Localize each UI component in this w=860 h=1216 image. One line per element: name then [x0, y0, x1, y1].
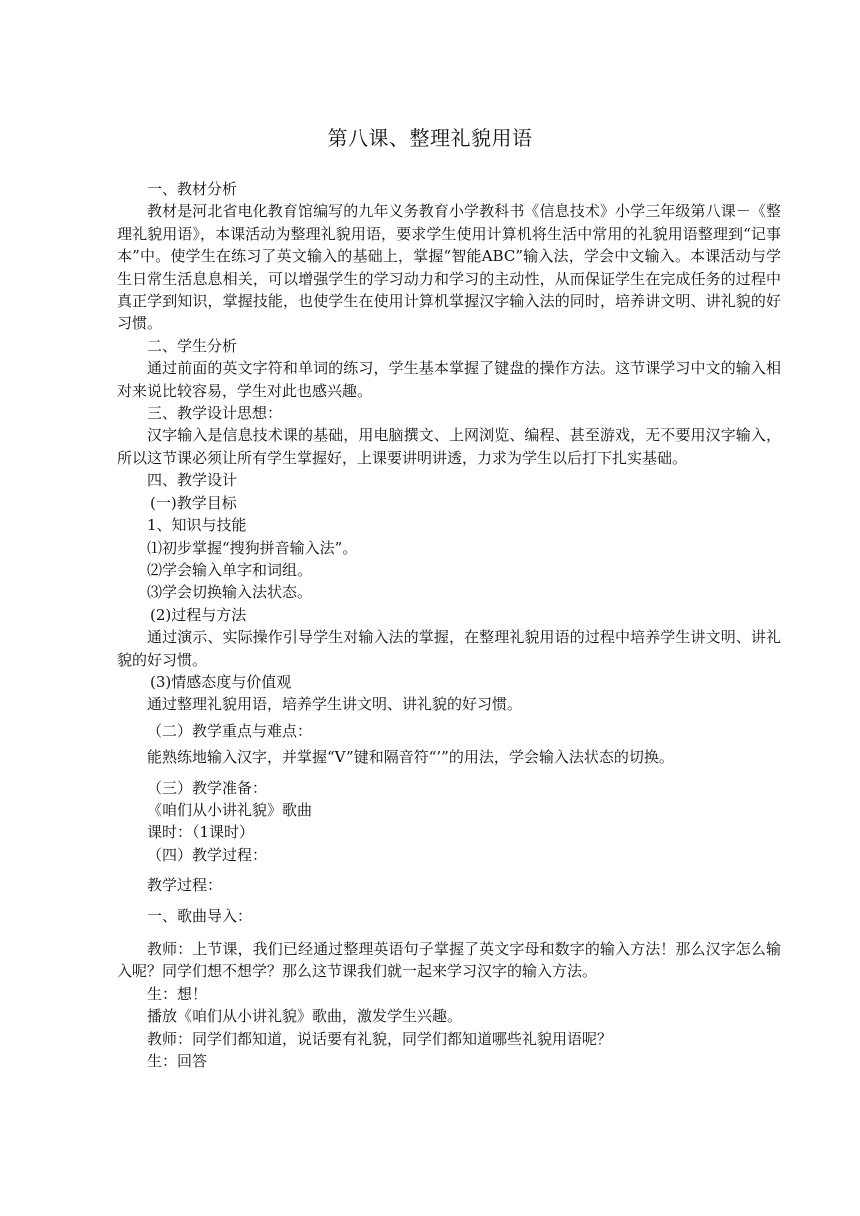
- list-item: ⑴初步掌握“搜狗拼音输入法”。: [147, 538, 358, 557]
- subsection-heading: (3)情感态度与价值观: [150, 672, 292, 691]
- subsection-heading: 1、知识与技能: [147, 516, 247, 535]
- paragraph: 课时：（1课时）: [147, 823, 255, 842]
- list-item: ⑶学会切换输入法状态。: [147, 583, 313, 602]
- section-heading: 四、教学设计: [147, 471, 238, 490]
- paragraph: 生：回答: [147, 1052, 208, 1071]
- document-title: 第八课、整理礼貌用语: [327, 126, 533, 150]
- paragraph: 教师：上节课，我们已经通过整理英语句子掌握了英文字母和数字的输入方法！那么汉字怎么输入呢？同学们想不想学？那么这节课我们就一起来学习汉字的输入方法。: [117, 940, 781, 981]
- document-body: [117, 178, 781, 1072]
- subsection-heading: 教学过程：: [147, 876, 223, 895]
- paragraph: 通过前面的英文字符和单词的练习，学生基本掌握了键盘的操作方法。这节课学习中文的输入相对来说比较容易，学生对此也感兴趣。: [117, 359, 781, 400]
- section-heading: 三、教学设计思想：: [147, 404, 283, 423]
- subsection-heading: (一)教学目标: [150, 493, 237, 512]
- paragraph: 汉字输入是信息技术课的基础，用电脑撰文、上网浏览、编程、甚至游戏，无不要用汉字输入，所以这节课必须让所有学生掌握好，上课要讲明讲透，力求为学生以后打下扎实基础。: [117, 426, 781, 467]
- paragraph: 生：想！: [147, 984, 208, 1003]
- subsection-heading: （三）教学准备：: [147, 778, 268, 797]
- section-heading: 一、教材分析: [147, 180, 238, 198]
- paragraph: 教师：同学们都知道，说话要有礼貌，同学们都知道哪些礼貌用语呢？: [147, 1029, 613, 1048]
- paragraph: 《咱们从小讲礼貌》歌曲: [147, 800, 313, 819]
- paragraph: 通过整理礼貌用语，培养学生讲文明、讲礼貌的好习惯。: [147, 695, 523, 714]
- subsection-heading: （四）教学过程：: [147, 845, 268, 864]
- paragraph: 能熟练地输入汉字，并掌握“V”键和隔音符“’”的用法，学会输入法状态的切换。: [147, 748, 674, 767]
- section-heading: 二、学生分析: [147, 336, 238, 355]
- paragraph: 播放《咱们从小讲礼貌》歌曲，激发学生兴趣。: [147, 1007, 463, 1026]
- section-heading: 一、歌曲导入：: [147, 906, 253, 925]
- list-item: ⑵学会输入单字和词组。: [147, 560, 313, 579]
- paragraph: 通过演示、实际操作引导学生对输入法的掌握，在整理礼貌用语的过程中培养学生讲文明、讲礼貌的好习惯。: [117, 628, 781, 669]
- paragraph: 教材是河北省电化教育馆编写的九年义务教育小学教科书《信息技术》小学三年级第八课－《整理礼貌用语》，本课活动为整理礼貌用语，要求学生使用计算机将生活中常用的礼貌用语整理到“记事本”中。使学生在练习了英文输入的基础上，掌握“智能ABC”输入法，学会中文输入。本课活动与学生日常生活息息相关，可以增强学生的学习动力和学习的主动性，从而保证学生在完成任务的过程中真正学到知识，掌握技能，也使学生在使用计算机掌握汉字输入法的同时，培养讲文明、讲礼貌的好习惯。: [117, 202, 781, 333]
- subsection-heading: (2)过程与方法: [150, 605, 247, 624]
- subsection-heading: （二）教学重点与难点：: [147, 721, 313, 740]
